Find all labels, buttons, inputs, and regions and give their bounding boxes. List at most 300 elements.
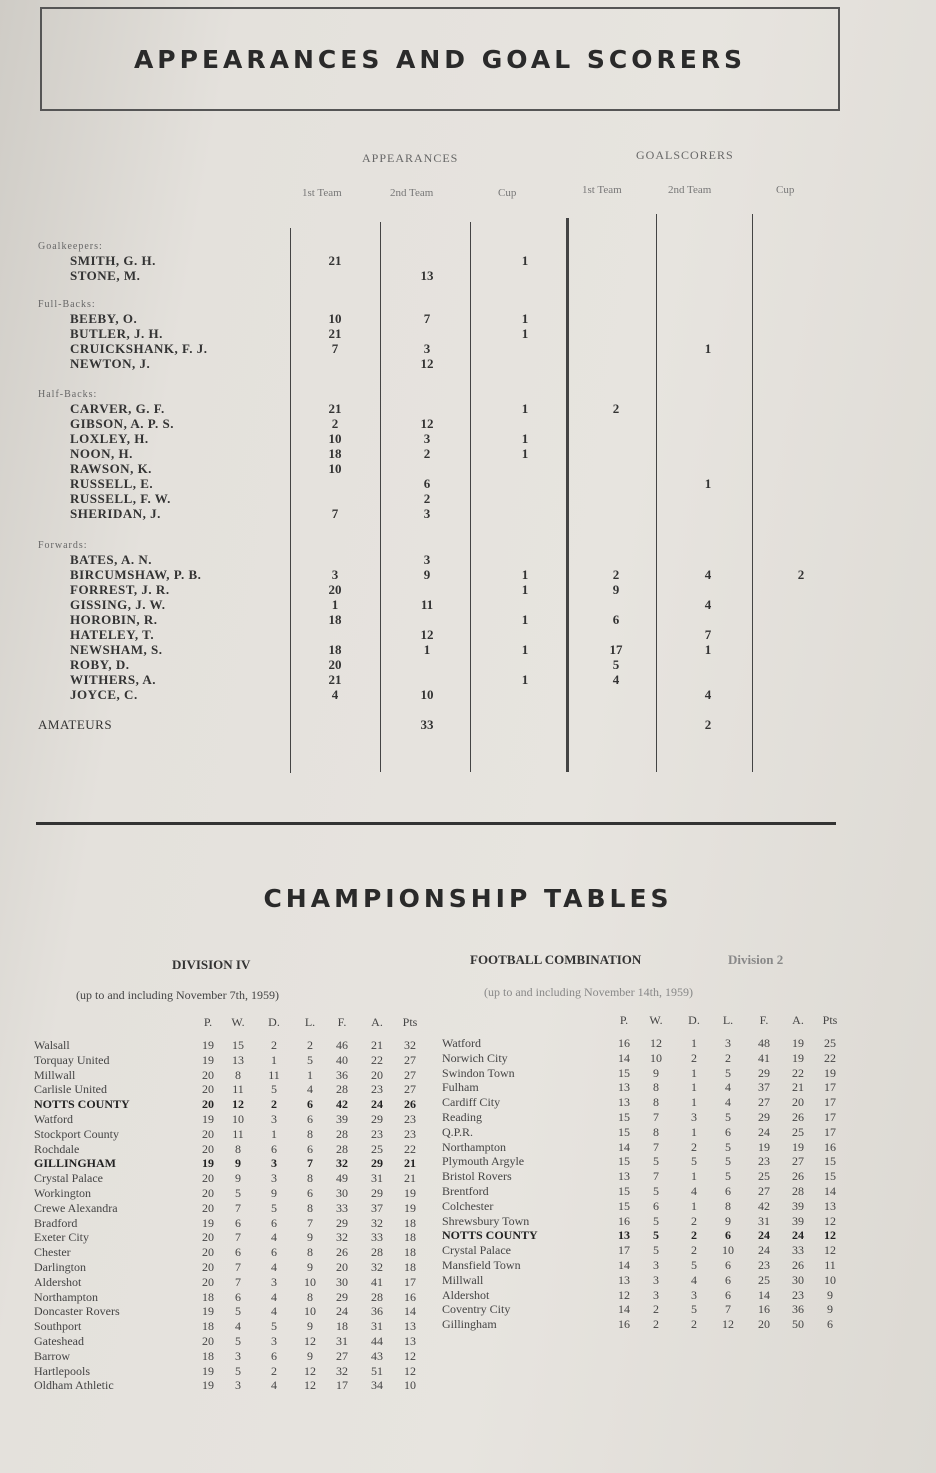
team-stat: 5 bbox=[235, 1334, 241, 1348]
player-g1: 4 bbox=[612, 672, 620, 687]
team-stat: 39 bbox=[336, 1112, 348, 1126]
team-stat: 9 bbox=[827, 1302, 833, 1317]
player-a2: 9 bbox=[423, 567, 431, 582]
team-stat: 10 bbox=[824, 1272, 836, 1287]
team-stat: 12 bbox=[650, 1036, 662, 1050]
group-label: Forwards: bbox=[38, 540, 88, 551]
team-stat: 18 bbox=[404, 1260, 416, 1274]
team-stat: 5 bbox=[725, 1110, 731, 1124]
team-stat: 28 bbox=[792, 1184, 804, 1198]
team-stat: 13 bbox=[618, 1272, 630, 1287]
comb-note: (up to and including November 14th, 1959) bbox=[484, 985, 693, 999]
player-a2: 3 bbox=[423, 431, 431, 446]
team-stat: 5 bbox=[653, 1228, 659, 1243]
team-stat: 19 bbox=[792, 1036, 804, 1050]
player-name: BEEBY, O. bbox=[70, 311, 138, 326]
col-goal-1st: 1st Team bbox=[582, 184, 622, 196]
team-stat: 51 bbox=[371, 1363, 383, 1378]
team-stat: 3 bbox=[271, 1171, 277, 1186]
team-stat: 19 bbox=[758, 1139, 770, 1154]
team-stat: 1 bbox=[271, 1126, 277, 1141]
team-name: Aldershot bbox=[442, 1287, 490, 1302]
team-stat: 42 bbox=[336, 1097, 348, 1112]
team-name: Workington bbox=[34, 1186, 92, 1200]
team-stat: 7 bbox=[235, 1200, 241, 1215]
table-col-header: L. bbox=[722, 1013, 734, 1027]
team-stat: 9 bbox=[235, 1171, 241, 1186]
team-stat: 15 bbox=[618, 1124, 630, 1139]
team-stat: 5 bbox=[691, 1154, 697, 1169]
team-stat: 30 bbox=[792, 1272, 804, 1287]
team-stat: 9 bbox=[271, 1186, 277, 1200]
team-stat: 10 bbox=[304, 1304, 316, 1319]
team-stat: 20 bbox=[202, 1186, 214, 1200]
team-stat: 5 bbox=[271, 1082, 277, 1097]
team-stat: 2 bbox=[271, 1038, 277, 1052]
title-box bbox=[40, 7, 840, 111]
team-stat: 42 bbox=[758, 1198, 770, 1213]
team-stat: 8 bbox=[307, 1200, 313, 1215]
team-stat: 17 bbox=[404, 1274, 416, 1289]
group-label: Full-Backs: bbox=[38, 299, 96, 310]
team-name: Norwich City bbox=[442, 1050, 508, 1065]
player-name: GISSING, J. W. bbox=[70, 597, 166, 612]
team-stat: 20 bbox=[202, 1260, 214, 1274]
team-stat: 25 bbox=[758, 1169, 770, 1184]
player-name: WITHERS, A. bbox=[70, 672, 157, 687]
team-stat: 17 bbox=[824, 1110, 836, 1124]
team-stat: 7 bbox=[653, 1169, 659, 1184]
team-stat: 6 bbox=[271, 1245, 277, 1260]
player-g2: 1 bbox=[704, 341, 712, 356]
player-name: CARVER, G. F. bbox=[70, 401, 165, 416]
team-stat: 5 bbox=[653, 1243, 659, 1258]
team-stat: 17 bbox=[336, 1378, 348, 1393]
team-name: Carlisle United bbox=[34, 1082, 107, 1097]
team-stat: 3 bbox=[271, 1274, 277, 1289]
team-stat: 22 bbox=[824, 1050, 836, 1065]
team-stat: 15 bbox=[618, 1065, 630, 1080]
team-stat: 25 bbox=[792, 1124, 804, 1139]
team-stat: 7 bbox=[307, 1215, 313, 1230]
team-stat: 29 bbox=[758, 1065, 770, 1080]
team-stat: 9 bbox=[725, 1213, 731, 1228]
team-stat: 18 bbox=[404, 1245, 416, 1260]
team-stat: 4 bbox=[725, 1080, 731, 1095]
team-stat: 6 bbox=[725, 1272, 731, 1287]
team-stat: 5 bbox=[691, 1258, 697, 1272]
team-stat: 13 bbox=[404, 1319, 416, 1334]
player-a2: 11 bbox=[420, 597, 434, 612]
team-stat: 8 bbox=[725, 1198, 731, 1213]
column-rule bbox=[566, 218, 569, 772]
team-stat: 4 bbox=[691, 1272, 697, 1287]
team-stat: 3 bbox=[653, 1287, 659, 1302]
team-stat: 20 bbox=[202, 1082, 214, 1097]
team-stat: 20 bbox=[758, 1317, 770, 1332]
column-rule bbox=[752, 214, 753, 772]
team-stat: 17 bbox=[618, 1243, 630, 1258]
player-a1: 2 bbox=[331, 416, 339, 431]
page-title: APPEARANCES AND GOAL SCORERS bbox=[133, 45, 747, 74]
player-a2: 7 bbox=[423, 311, 431, 326]
player-name: RUSSELL, E. bbox=[70, 476, 154, 491]
player-g2: 1 bbox=[704, 476, 712, 491]
team-stat: 24 bbox=[792, 1228, 804, 1243]
team-stat: 5 bbox=[725, 1139, 731, 1154]
team-stat: 9 bbox=[235, 1156, 241, 1171]
team-stat: 5 bbox=[235, 1304, 241, 1319]
player-a1: 1 bbox=[331, 597, 339, 612]
team-stat: 6 bbox=[307, 1112, 313, 1126]
team-stat: 15 bbox=[618, 1110, 630, 1124]
team-stat: 26 bbox=[336, 1245, 348, 1260]
team-stat: 28 bbox=[336, 1141, 348, 1156]
team-stat: 2 bbox=[691, 1213, 697, 1228]
player-a1: 4 bbox=[331, 687, 339, 702]
team-name: Watford bbox=[34, 1112, 74, 1126]
team-stat: 27 bbox=[404, 1052, 416, 1067]
player-name: CRUICKSHANK, F. J. bbox=[70, 341, 208, 356]
player-a1: 10 bbox=[328, 461, 342, 476]
team-stat: 6 bbox=[307, 1186, 313, 1200]
team-stat: 14 bbox=[618, 1302, 630, 1317]
team-stat: 6 bbox=[235, 1289, 241, 1304]
player-a1: 7 bbox=[331, 341, 339, 356]
team-stat: 13 bbox=[618, 1080, 630, 1095]
player-g1: 6 bbox=[612, 612, 620, 627]
player-cup: 1 bbox=[521, 642, 529, 657]
player-name: BIRCUMSHAW, P. B. bbox=[70, 567, 202, 582]
team-stat: 17 bbox=[824, 1080, 836, 1095]
player-name: BUTLER, J. H. bbox=[70, 326, 163, 341]
team-stat: 22 bbox=[371, 1052, 383, 1067]
player-a2: 12 bbox=[420, 416, 434, 431]
team-stat: 12 bbox=[824, 1228, 836, 1243]
team-stat: 4 bbox=[235, 1319, 241, 1334]
group-label: Goalkeepers: bbox=[38, 241, 103, 252]
amateurs-label: AMATEURS bbox=[38, 717, 113, 732]
team-name: Chester bbox=[34, 1245, 71, 1260]
team-stat: 29 bbox=[758, 1110, 770, 1124]
team-name: Crewe Alexandra bbox=[34, 1200, 118, 1215]
column-rule bbox=[380, 222, 381, 772]
team-stat: 16 bbox=[824, 1139, 836, 1154]
team-stat: 12 bbox=[232, 1097, 244, 1112]
team-stat: 8 bbox=[653, 1124, 659, 1139]
team-stat: 21 bbox=[404, 1156, 416, 1171]
player-name: HOROBIN, R. bbox=[70, 612, 158, 627]
team-stat: 31 bbox=[758, 1213, 770, 1228]
player-name: SMITH, G. H. bbox=[70, 253, 156, 268]
table-col-header: W. bbox=[231, 1015, 245, 1029]
team-stat: 9 bbox=[307, 1348, 313, 1363]
team-stat: 23 bbox=[404, 1126, 416, 1141]
player-name: RUSSELL, F. W. bbox=[70, 491, 171, 506]
player-g1: 9 bbox=[612, 582, 620, 597]
team-stat: 24 bbox=[758, 1124, 770, 1139]
team-stat: 2 bbox=[653, 1317, 659, 1332]
team-stat: 18 bbox=[404, 1215, 416, 1230]
team-stat: 27 bbox=[758, 1184, 770, 1198]
team-stat: 21 bbox=[371, 1038, 383, 1052]
team-name: NOTTS COUNTY bbox=[34, 1097, 130, 1112]
team-stat: 10 bbox=[304, 1274, 316, 1289]
team-stat: 10 bbox=[232, 1112, 244, 1126]
table-col-header: Pts bbox=[402, 1015, 418, 1029]
team-stat: 11 bbox=[232, 1126, 244, 1141]
team-stat: 41 bbox=[758, 1050, 770, 1065]
team-stat: 3 bbox=[725, 1036, 731, 1050]
table-col-header: A. bbox=[792, 1013, 804, 1027]
team-stat: 36 bbox=[792, 1302, 804, 1317]
team-stat: 50 bbox=[792, 1317, 804, 1332]
team-stat: 17 bbox=[824, 1124, 836, 1139]
team-stat: 14 bbox=[618, 1139, 630, 1154]
team-stat: 12 bbox=[618, 1287, 630, 1302]
team-stat: 15 bbox=[618, 1184, 630, 1198]
team-stat: 4 bbox=[691, 1184, 697, 1198]
team-stat: 32 bbox=[371, 1215, 383, 1230]
team-stat: 18 bbox=[202, 1348, 214, 1363]
team-stat: 40 bbox=[336, 1052, 348, 1067]
team-stat: 6 bbox=[271, 1141, 277, 1156]
table-col-header: D. bbox=[268, 1015, 280, 1029]
team-stat: 14 bbox=[404, 1304, 416, 1319]
team-stat: 2 bbox=[691, 1228, 697, 1243]
team-stat: 5 bbox=[653, 1184, 659, 1198]
team-stat: 20 bbox=[336, 1260, 348, 1274]
player-a1: 21 bbox=[328, 326, 342, 341]
team-stat: 32 bbox=[336, 1230, 348, 1245]
team-stat: 17 bbox=[824, 1095, 836, 1110]
team-stat: 9 bbox=[307, 1319, 313, 1334]
player-a1: 21 bbox=[328, 253, 342, 268]
player-g2: 7 bbox=[704, 627, 712, 642]
team-name: Torquay United bbox=[34, 1052, 110, 1067]
team-stat: 27 bbox=[404, 1067, 416, 1082]
team-stat: 7 bbox=[653, 1110, 659, 1124]
team-name: Coventry City bbox=[442, 1302, 511, 1317]
player-a1: 18 bbox=[328, 446, 342, 461]
team-stat: 20 bbox=[202, 1171, 214, 1186]
team-stat: 1 bbox=[691, 1198, 697, 1213]
team-stat: 5 bbox=[653, 1154, 659, 1169]
team-name: Darlington bbox=[34, 1260, 86, 1274]
team-name: Fulham bbox=[442, 1080, 479, 1095]
team-stat: 1 bbox=[307, 1067, 313, 1082]
player-a1: 18 bbox=[328, 612, 342, 627]
player-g1: 17 bbox=[609, 642, 623, 657]
team-stat: 32 bbox=[336, 1363, 348, 1378]
player-cup: 1 bbox=[521, 326, 529, 341]
team-stat: 1 bbox=[271, 1052, 277, 1067]
player-a1: 7 bbox=[331, 506, 339, 521]
team-name: Q.P.R. bbox=[442, 1124, 474, 1139]
player-cup: 1 bbox=[521, 253, 529, 268]
team-stat: 6 bbox=[653, 1198, 659, 1213]
div4-note: (up to and including November 7th, 1959) bbox=[76, 988, 279, 1002]
player-name: NOON, H. bbox=[70, 446, 133, 461]
player-cup: 1 bbox=[521, 401, 529, 416]
team-name: Exeter City bbox=[34, 1230, 89, 1245]
team-name: Gillingham bbox=[442, 1317, 497, 1332]
team-stat: 6 bbox=[235, 1245, 241, 1260]
player-a2: 3 bbox=[423, 506, 431, 521]
team-stat: 4 bbox=[271, 1304, 277, 1319]
team-stat: 8 bbox=[235, 1067, 241, 1082]
team-stat: 2 bbox=[653, 1302, 659, 1317]
team-stat: 27 bbox=[792, 1154, 804, 1169]
team-stat: 6 bbox=[725, 1124, 731, 1139]
team-stat: 22 bbox=[404, 1141, 416, 1156]
championship-title: CHAMPIONSHIP TABLES bbox=[263, 884, 673, 913]
player-name: ROBY, D. bbox=[70, 657, 130, 672]
team-stat: 6 bbox=[827, 1317, 833, 1332]
team-stat: 3 bbox=[271, 1112, 277, 1126]
team-stat: 13 bbox=[232, 1052, 244, 1067]
table-col-header: D. bbox=[688, 1013, 700, 1027]
team-name: Doncaster Rovers bbox=[34, 1304, 120, 1319]
player-name: STONE, M. bbox=[70, 268, 141, 283]
team-stat: 2 bbox=[691, 1317, 697, 1332]
player-cup: 1 bbox=[521, 446, 529, 461]
team-stat: 12 bbox=[824, 1213, 836, 1228]
comb-title-division: Division 2 bbox=[728, 952, 784, 967]
team-stat: 2 bbox=[307, 1038, 313, 1052]
team-stat: 3 bbox=[271, 1334, 277, 1348]
team-stat: 6 bbox=[725, 1258, 731, 1272]
team-stat: 19 bbox=[202, 1038, 214, 1052]
team-stat: 33 bbox=[792, 1243, 804, 1258]
team-stat: 23 bbox=[404, 1112, 416, 1126]
team-stat: 28 bbox=[371, 1245, 383, 1260]
player-name: JOYCE, C. bbox=[70, 687, 138, 702]
team-name: Millwall bbox=[34, 1067, 76, 1082]
team-stat: 13 bbox=[618, 1095, 630, 1110]
player-name: NEWTON, J. bbox=[70, 356, 151, 371]
team-stat: 16 bbox=[758, 1302, 770, 1317]
team-stat: 13 bbox=[404, 1334, 416, 1348]
team-name: Brentford bbox=[442, 1184, 489, 1198]
team-stat: 12 bbox=[404, 1363, 416, 1378]
team-stat: 15 bbox=[824, 1169, 836, 1184]
team-name: Gateshead bbox=[34, 1334, 84, 1348]
team-stat: 7 bbox=[235, 1260, 241, 1274]
team-stat: 44 bbox=[371, 1334, 383, 1348]
team-name: Barrow bbox=[34, 1348, 70, 1363]
team-stat: 43 bbox=[371, 1348, 383, 1363]
team-stat: 1 bbox=[691, 1124, 697, 1139]
team-stat: 29 bbox=[336, 1215, 348, 1230]
team-stat: 19 bbox=[202, 1112, 214, 1126]
team-stat: 20 bbox=[202, 1126, 214, 1141]
player-g1: 2 bbox=[612, 567, 620, 582]
team-stat: 14 bbox=[824, 1184, 836, 1198]
player-name: HATELEY, T. bbox=[70, 627, 155, 642]
team-stat: 2 bbox=[271, 1363, 277, 1378]
team-name: Southport bbox=[34, 1319, 82, 1334]
team-name: Aldershot bbox=[34, 1274, 82, 1289]
table-col-header: F. bbox=[759, 1013, 769, 1027]
team-stat: 10 bbox=[404, 1378, 416, 1393]
team-stat: 20 bbox=[792, 1095, 804, 1110]
player-name: GIBSON, A. P. S. bbox=[70, 416, 174, 431]
team-name: Crystal Palace bbox=[34, 1171, 103, 1186]
team-stat: 2 bbox=[691, 1050, 697, 1065]
team-stat: 4 bbox=[271, 1378, 277, 1393]
team-stat: 4 bbox=[271, 1289, 277, 1304]
team-stat: 20 bbox=[202, 1230, 214, 1245]
team-stat: 29 bbox=[336, 1289, 348, 1304]
team-stat: 5 bbox=[725, 1169, 731, 1184]
team-name: Northampton bbox=[442, 1139, 506, 1154]
player-g2: 4 bbox=[704, 687, 712, 702]
player-a1: 3 bbox=[331, 567, 339, 582]
team-stat: 6 bbox=[235, 1215, 241, 1230]
team-stat: 19 bbox=[404, 1200, 416, 1215]
team-name: Plymouth Argyle bbox=[442, 1154, 525, 1169]
team-stat: 10 bbox=[650, 1050, 662, 1065]
player-a1: 20 bbox=[328, 657, 342, 672]
team-stat: 29 bbox=[371, 1156, 383, 1171]
team-stat: 31 bbox=[371, 1319, 383, 1334]
team-name: Swindon Town bbox=[442, 1065, 515, 1080]
team-stat: 19 bbox=[404, 1186, 416, 1200]
team-stat: 7 bbox=[653, 1139, 659, 1154]
team-stat: 3 bbox=[653, 1272, 659, 1287]
team-stat: 12 bbox=[304, 1334, 316, 1348]
team-name: Mansfield Town bbox=[442, 1258, 521, 1272]
team-stat: 3 bbox=[653, 1258, 659, 1272]
team-stat: 9 bbox=[827, 1287, 833, 1302]
team-stat: 20 bbox=[371, 1067, 383, 1082]
player-gc: 2 bbox=[797, 567, 805, 582]
team-stat: 16 bbox=[618, 1213, 630, 1228]
team-stat: 27 bbox=[758, 1095, 770, 1110]
col-app-2nd: 2nd Team bbox=[390, 187, 434, 199]
team-stat: 23 bbox=[371, 1126, 383, 1141]
team-stat: 9 bbox=[307, 1260, 313, 1274]
amateurs-a2: 33 bbox=[420, 717, 434, 732]
team-stat: 20 bbox=[202, 1067, 214, 1082]
player-cup: 1 bbox=[521, 431, 529, 446]
team-stat: 39 bbox=[792, 1198, 804, 1213]
team-stat: 13 bbox=[618, 1169, 630, 1184]
player-a1: 21 bbox=[328, 401, 342, 416]
table-col-header: P. bbox=[619, 1013, 629, 1027]
team-stat: 25 bbox=[758, 1272, 770, 1287]
column-rule bbox=[470, 222, 471, 772]
team-stat: 12 bbox=[722, 1317, 734, 1332]
team-stat: 11 bbox=[268, 1067, 280, 1082]
player-a2: 2 bbox=[423, 491, 431, 506]
team-stat: 18 bbox=[202, 1289, 214, 1304]
team-stat: 37 bbox=[758, 1080, 770, 1095]
team-stat: 12 bbox=[404, 1348, 416, 1363]
player-a1: 18 bbox=[328, 642, 342, 657]
team-stat: 5 bbox=[725, 1154, 731, 1169]
team-stat: 1 bbox=[691, 1080, 697, 1095]
team-stat: 6 bbox=[725, 1287, 731, 1302]
team-stat: 20 bbox=[202, 1141, 214, 1156]
team-stat: 2 bbox=[271, 1097, 277, 1112]
team-stat: 30 bbox=[336, 1186, 348, 1200]
group-label: Half-Backs: bbox=[38, 389, 98, 400]
team-stat: 6 bbox=[307, 1097, 313, 1112]
team-name: Shrewsbury Town bbox=[442, 1213, 530, 1228]
team-stat: 46 bbox=[336, 1038, 348, 1052]
